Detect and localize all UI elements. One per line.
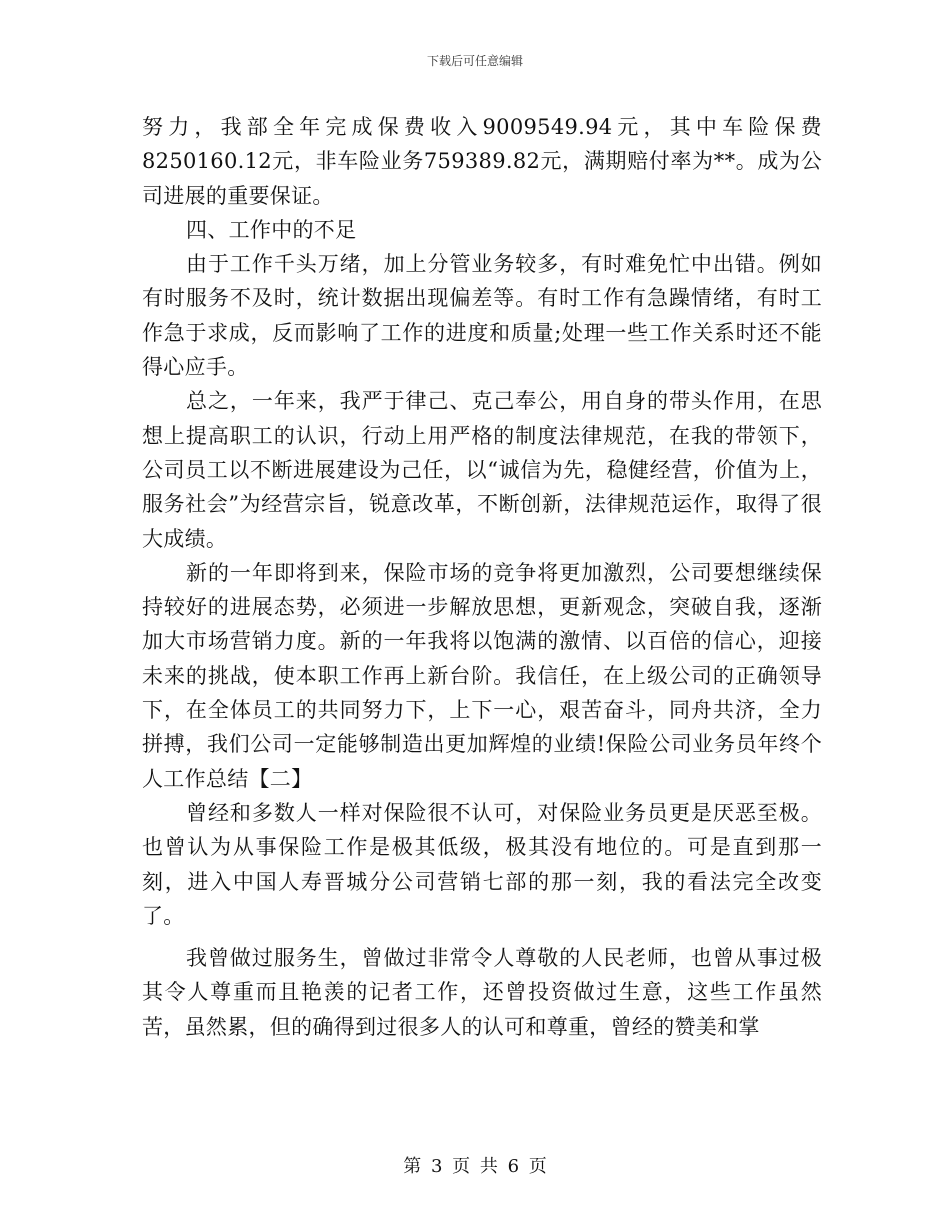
page-header-note: 下载后可任意编辑 xyxy=(426,54,523,68)
paragraph-continuation: 努力，我部全年完成保费收入9009549.94元，其中车险保费8250160.12元，非车险业务759389.82元，满期赔付率为**。成为公司进展的重要保证。 xyxy=(142,115,822,208)
paragraph-past-jobs: 我曾做过服务生，曾做过非常令人尊敬的人民老师，也曾从事过极其令人尊重而且艳羡的记者工作，还曾投资做过生意，这些工作虽然苦，虽然累，但的确得到过很多人的认可和尊重，曾经的赞美和掌 xyxy=(142,946,822,1039)
document-body xyxy=(142,110,822,1044)
paragraph-past-view: 曾经和多数人一样对保险很不认可，对保险业务员更是厌恶至极。也曾认为从事保险工作是极其低级，极其没有地位的。可是直到那一刻，进入中国人寿晋城分公司营销七部的那一刻，我的看法完全改变了。 xyxy=(142,800,822,928)
paragraph-summary: 总之，一年来，我严于律己、克己奉公，用自身的带头作用，在思想上提高职工的认识，行动上用严格的制度法律规范，在我的带领下，公司员工以不断进展建设为己任，以“诚信为先，稳健经营，价值为上，服务社会”为经营宗旨，锐意改革，不断创新，法律规范运作，取得了很大成绩。 xyxy=(142,389,822,551)
paragraph-new-year: 新的一年即将到来，保险市场的竞争将更加激烈，公司要想继续保持较好的进展态势，必须进一步解放思想，更新观念，突破自我，逐渐加大市场营销力度。新的一年我将以饱满的激情、以百倍的信心，迎接未来的挑战，使本职工作再上新台阶。我信任，在上级公司的正确领导下，在全体员工的共同努力下，上下一心，艰苦奋斗，同舟共济，全力拼搏，我们公司一定能够制造出更加辉煌的业绩!保险公司业务员年终个人工作总结【二】 xyxy=(142,560,822,791)
page-number: 第 3 页 共 6 页 xyxy=(403,1156,547,1177)
section-heading-shortcomings: 四、工作中的不足 xyxy=(186,217,357,242)
paragraph-shortcomings: 由于工作千头万绪，加上分管业务较多，有时难免忙中出错。例如有时服务不及时，统计数据出现偏差等。有时工作有急躁情绪，有时工作急于求成，反而影响了工作的进度和质量;处理一些工作关系时还不能得心应手。 xyxy=(142,252,822,380)
